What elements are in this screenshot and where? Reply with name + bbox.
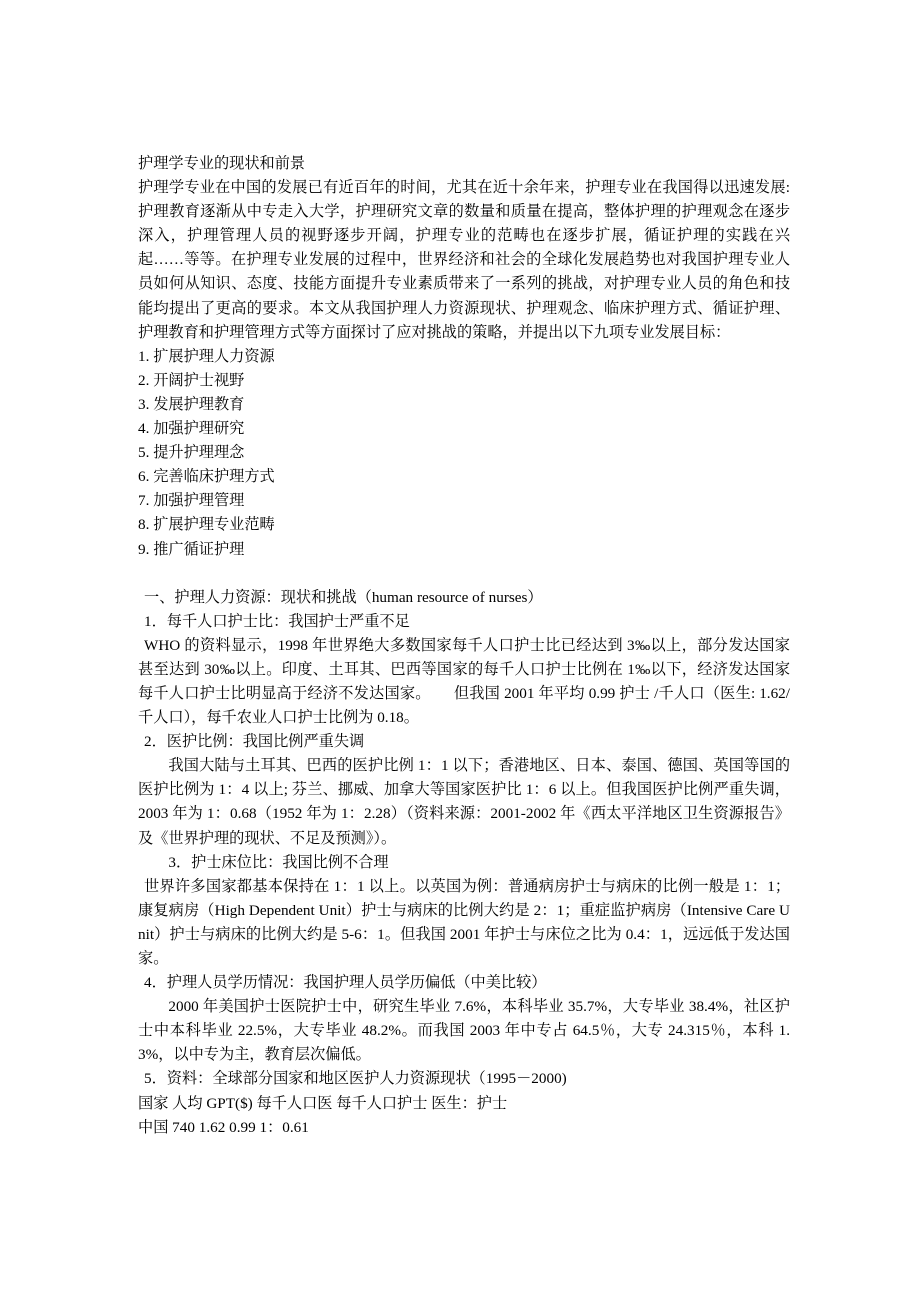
page-title: 护理学专业的现状和前景	[138, 155, 306, 172]
subsection-3-heading: 3．护士床位比：我国比例不合理	[168, 853, 389, 871]
subsection-4-body: 2000 年美国护士医院护士中，研究生毕业 7.6%，本科毕业 35.7%，大专毕业 38.4%，社区护士中本科毕业 22.5%，大专毕业 48.2%。而我国 2003 年中专占 64.5％，大专 24.315％，本科 1.3%，以中专为主，教育层次偏低。	[138, 998, 790, 1064]
subsection-5-heading: 5．资料：全球部分国家和地区医护人力资源现状（1995－2000)	[144, 1070, 567, 1088]
goal-item-3: 3. 发展护理教育	[138, 395, 245, 413]
intro-paragraph: 护理学专业在中国的发展已有近百年的时间，尤其在近十余年来，护理专业在我国得以迅速发展: 护理教育逐渐从中专走入大学，护理研究文章的数量和质量在提高，整体护理的护理观念在逐步深入，护理管理人员的视野逐步开阔，护理专业的范畴也在逐步扩展，循证护理的实践在兴起……等等。在护理专业发展的过程中，世界经济和社会的全球化发展趋势也对我国护理专业人员如何从知识、态度、技能方面提升专业素质带来了一系列的挑战，对护理专业人员的角色和技能均提出了更高的要求。本文从我国护理人力资源现状、护理观念、临床护理方式、循证护理、护理教育和护理管理方式等方面探讨了应对挑战的策略，并提出以下九项专业发展目标：	[138, 179, 790, 341]
goal-item-5: 5. 提升护理理念	[138, 444, 245, 462]
subsection-2-heading: 2．医护比例：我国比例严重失调	[144, 733, 365, 751]
subsection-2-body: 我国大陆与土耳其、巴西的医护比例 1：1 以下；香港地区、日本、泰国、德国、英国等国的医护比例为 1：4 以上; 芬兰、挪威、加拿大等国家医护比 1：6 以上。但我国医护比例严重失调，2003 年为 1：0.68（1952 年为 1：2.28）（资料来源：2001-2002 年《西太平洋地区卫生资源报告》及《世界护理的现状、不足及预测》）。	[138, 757, 790, 847]
data-table-row-china: 中国 740 1.62 0.99 1：0.61	[138, 1118, 309, 1136]
goal-item-9: 9. 推广循证护理	[138, 540, 245, 558]
goal-item-6: 6. 完善临床护理方式	[138, 468, 275, 486]
goal-item-4: 4. 加强护理研究	[138, 420, 245, 438]
section-gap	[138, 562, 790, 586]
goal-item-2: 2. 开阔护士视野	[138, 371, 245, 389]
goal-item-8: 8. 扩展护理专业范畴	[138, 516, 275, 534]
data-table-header: 国家 人均 GPT($) 每千人口医 每千人口护士 医生：护士	[138, 1094, 508, 1112]
goal-item-1: 1. 扩展护理人力资源	[138, 347, 275, 365]
document-body	[138, 152, 790, 1140]
subsection-1-heading: 1．每千人口护士比：我国护士严重不足	[144, 612, 410, 630]
subsection-4-heading: 4．护理人员学历情况：我国护理人员学历偏低（中美比较）	[144, 974, 547, 992]
subsection-3-body: 世界许多国家都基本保持在 1：1 以上。以英国为例：普通病房护士与病床的比例一般是 1：1；康复病房（High Dependent Unit）护士与病床的比例大约是 2：1；重症监护病房（Intensive Care Unit）护士与病床的比例大约是 5-6：1。但我国 2001 年护士与床位之比为 0.4：1，远远低于发达国家。	[138, 877, 790, 967]
subsection-1-body: WHO 的资料显示，1998 年世界绝大多数国家每千人口护士比已经达到 3‰以上，部分发达国家甚至达到 30‰以上。印度、土耳其、巴西等国家的每千人口护士比例在 1‰以下，经济发达国家每千人口护士比明显高于经济不发达国家。 但我国 2001 年平均 0.99 护士 /千人口（医生: 1.62/千人口），每千农业人口护士比例为 0.18。	[138, 636, 790, 727]
section-one-heading: 一、护理人力资源：现状和挑战（human resource of nurses）	[144, 588, 543, 606]
goal-item-7: 7. 加强护理管理	[138, 492, 245, 510]
